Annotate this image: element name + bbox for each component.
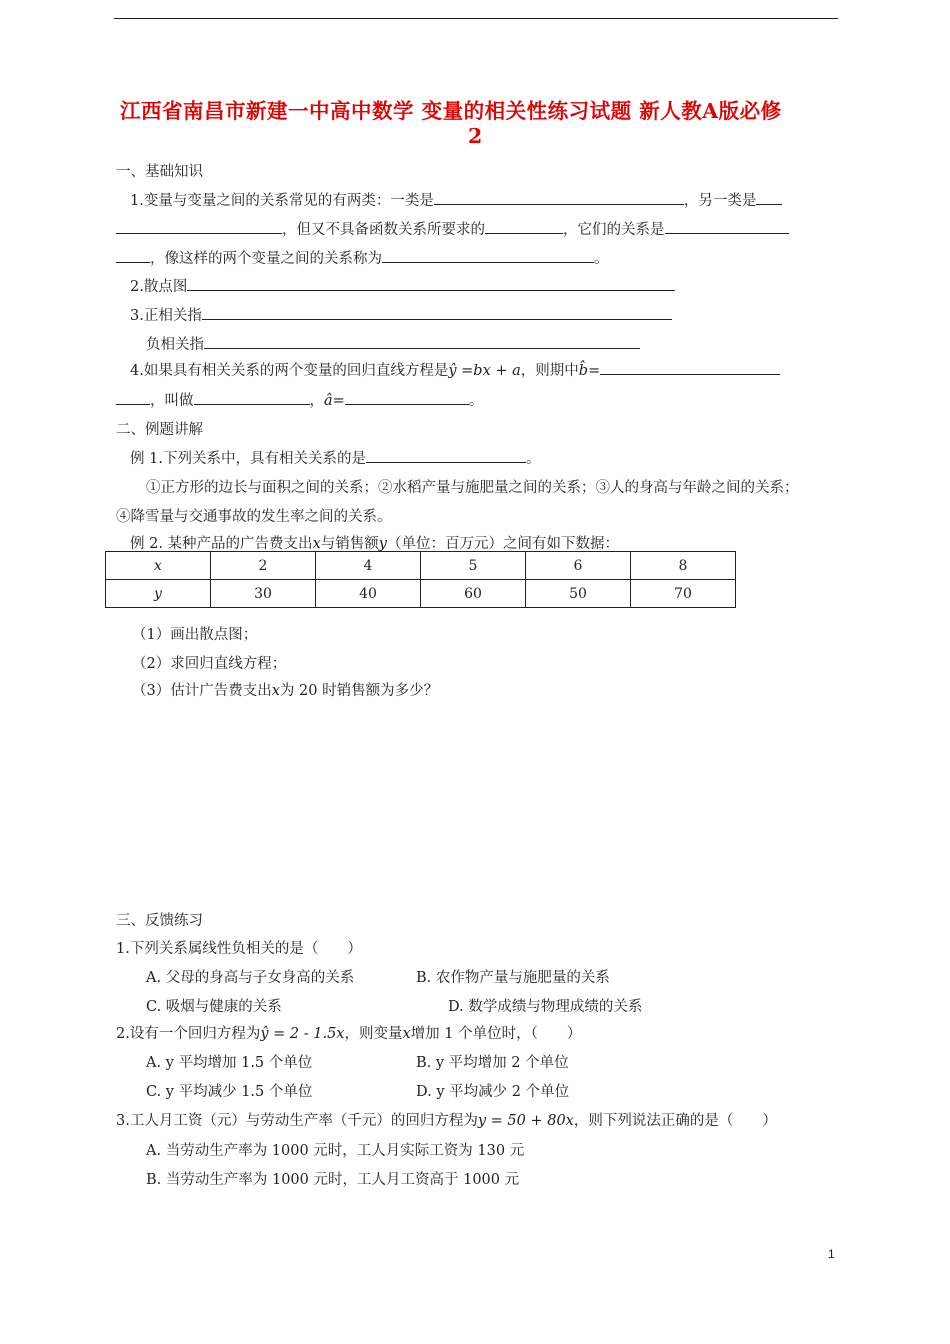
question-1-line2: ，但又不具备函数关系所要求的 ，它们的关系是 bbox=[116, 218, 789, 239]
example-1-options-line1: ①正方形的边长与面积之间的关系；②水稻产量与施肥量之间的关系；③人的身高与年龄之间的关系； bbox=[146, 480, 799, 496]
question-1-line1: 1.变量与变量之间的关系常见的有两类：一类是 ，另一类是 bbox=[130, 189, 782, 210]
table-cell: 30 bbox=[211, 580, 316, 608]
answer-blank bbox=[187, 277, 675, 291]
answer-blank bbox=[116, 220, 282, 234]
option-b: B. 当劳动生产率为 1000 元时，工人月工资高于 1000 元 bbox=[146, 1172, 520, 1188]
subquestion-1: （1）画出散点图； bbox=[132, 627, 258, 643]
option-b: B. 农作物产量与施肥量的关系 bbox=[416, 970, 610, 986]
regression-equation: y = 50 + 80x bbox=[477, 1113, 574, 1129]
example-1-options-line2: ④降雪量与交通事故的发生率之间的关系。 bbox=[116, 509, 392, 525]
table-cell: 2 bbox=[211, 552, 316, 580]
answer-blank bbox=[345, 391, 469, 405]
option-c: C. y 平均减少 1.5 个单位 bbox=[146, 1084, 313, 1100]
option-c: C. 吸烟与健康的关系 bbox=[146, 999, 282, 1015]
section-heading-3: 三、反馈练习 bbox=[116, 913, 203, 929]
data-table bbox=[105, 551, 736, 608]
table-cell: 70 bbox=[631, 580, 736, 608]
table-cell: 4 bbox=[316, 552, 421, 580]
table-cell: 6 bbox=[526, 552, 631, 580]
answer-blank bbox=[116, 391, 150, 405]
example-1: 例 1.下列关系中，具有相关关系的是 。 bbox=[130, 451, 541, 467]
table-cell: 50 bbox=[526, 580, 631, 608]
row-label-x: x bbox=[106, 552, 211, 580]
table-cell: 8 bbox=[631, 552, 736, 580]
answer-blank bbox=[202, 306, 672, 320]
regression-equation: ŷ =bx + a bbox=[448, 363, 521, 379]
answer-blank bbox=[194, 391, 310, 405]
question-1-line3: ，像这样的两个变量之间的关系称为 。 bbox=[116, 247, 609, 268]
question-3b: 负相关指 bbox=[146, 333, 640, 354]
page-title: 江西省南昌市新建一中高中数学 变量的相关性练习试题 新人教A版必修 bbox=[120, 99, 782, 123]
answer-blank bbox=[116, 249, 150, 263]
practice-question-2: 2.设有一个回归方程为ŷ = 2 - 1.5x，则变量x增加 1 个单位时，（ ） bbox=[116, 1026, 582, 1042]
answer-blank bbox=[600, 361, 780, 375]
table-cell: 5 bbox=[421, 552, 526, 580]
option-d: D. 数学成绩与物理成绩的关系 bbox=[448, 999, 643, 1015]
option-d: D. y 平均减少 2 个单位 bbox=[416, 1084, 570, 1100]
table-cell: 60 bbox=[421, 580, 526, 608]
answer-blank bbox=[665, 220, 789, 234]
question-3a: 3.正相关指 bbox=[130, 304, 672, 325]
answer-blank bbox=[366, 449, 526, 463]
answer-blank bbox=[756, 191, 782, 205]
subquestion-2: （2）求回归直线方程； bbox=[132, 656, 287, 672]
question-4-line1: 4.如果具有相关关系的两个变量的回归直线方程是ŷ =bx + a，则期中b̂= bbox=[130, 359, 780, 380]
subquestion-3: （3）估计广告费支出x为 20 时销售额为多少？ bbox=[132, 683, 439, 699]
question-2: 2.散点图 bbox=[130, 275, 675, 296]
answer-blank bbox=[382, 249, 594, 263]
example-2: 例 2. 某种产品的广告费支出x与销售额y（单位：百万元）之间有如下数据： bbox=[130, 536, 619, 552]
row-label-y: y bbox=[106, 580, 211, 608]
table-row-y bbox=[106, 580, 736, 608]
section-heading-1: 一、基础知识 bbox=[116, 164, 203, 180]
practice-question-1: 1.下列关系属线性负相关的是（ ） bbox=[116, 941, 362, 957]
practice-question-3: 3.工人月工资（元）与劳动生产率（千元）的回归方程为y = 50 + 80x，则下列说法正确的是（ ） bbox=[116, 1113, 777, 1129]
option-b: B. y 平均增加 2 个单位 bbox=[416, 1055, 569, 1071]
section-heading-2: 二、例题讲解 bbox=[116, 422, 203, 438]
table-cell: 40 bbox=[316, 580, 421, 608]
question-4-line2: ，叫做 ，â= 。 bbox=[116, 389, 483, 410]
page-title-line2: 2 bbox=[468, 124, 483, 148]
option-a: A. y 平均增加 1.5 个单位 bbox=[146, 1055, 313, 1071]
answer-blank bbox=[204, 335, 640, 349]
page-number: 1 bbox=[828, 1247, 835, 1261]
answer-blank bbox=[485, 220, 563, 234]
option-a: A. 父母的身高与子女身高的关系 bbox=[146, 970, 355, 986]
regression-equation: ŷ = 2 - 1.5x bbox=[260, 1026, 345, 1042]
option-a: A. 当劳动生产率为 1000 元时，工人月实际工资为 130 元 bbox=[146, 1143, 525, 1159]
answer-blank bbox=[434, 191, 684, 205]
header-rule bbox=[114, 18, 838, 19]
table-row-x bbox=[106, 552, 736, 580]
